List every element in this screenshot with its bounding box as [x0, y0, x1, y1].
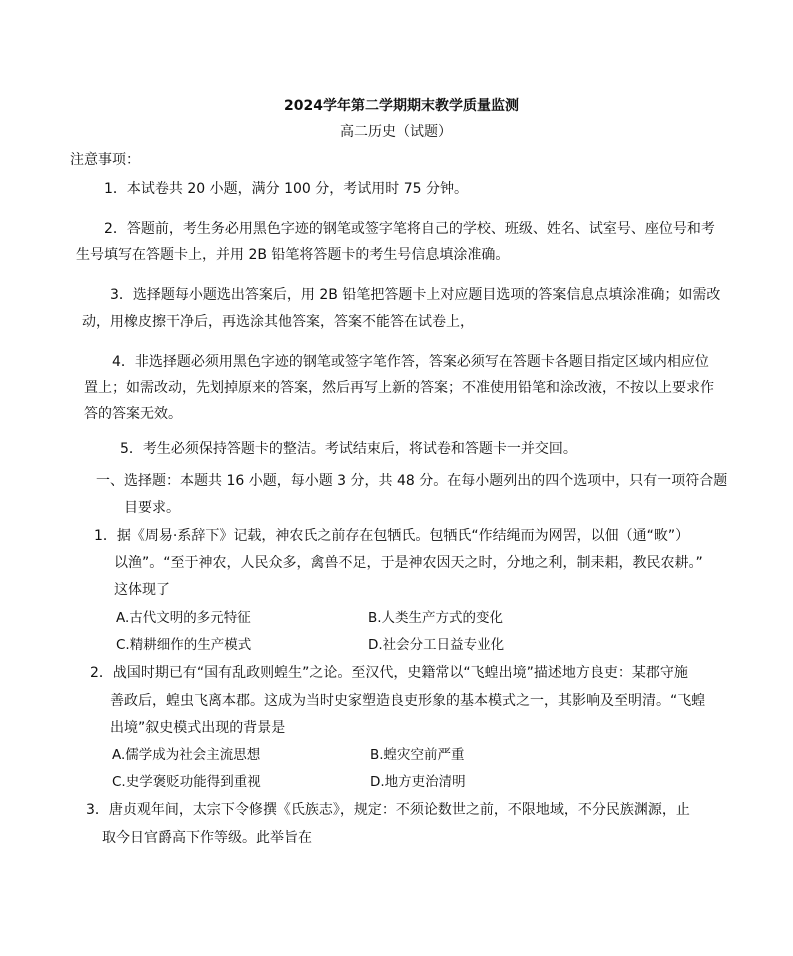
question-1-option-d: D.社会分工日益专业化	[368, 637, 505, 653]
question-1-line-2: 以渔”。“至于神农，人民众多，禽兽不足，于是神农因天之时，分地之利，制耒耜，教民农耕。”	[114, 555, 703, 571]
exam-subtitle: 高二历史（试题）	[340, 124, 452, 140]
notice-heading: 注意事项：	[70, 152, 140, 168]
section-heading-line-2: 目要求。	[124, 500, 180, 516]
notice-item-3-line-1: 3．选择题每小题选出答案后，用 2B 铅笔把答题卡上对应题目选项的答案信息点填涂准确；如需改	[110, 287, 721, 303]
question-1-option-a: A.古代文明的多元特征	[116, 610, 251, 626]
notice-item-3-line-2: 动，用橡皮擦干净后，再选涂其他答案，答案不能答在试卷上，	[82, 314, 474, 330]
question-2-option-b: B.蝗灾空前严重	[370, 747, 465, 763]
question-3-line-2: 取今日官爵高下作等级。此举旨在	[102, 830, 312, 846]
notice-item-4-line-1: 4．非选择题必须用黑色字迹的钢笔或签字笔作答，答案必须写在答题卡各题目指定区域内相应位	[112, 354, 709, 370]
section-heading-line-1: 一、选择题：本题共 16 小题，每小题 3 分，共 48 分。在每小题列出的四个选项中，只有一项符合题	[96, 473, 728, 489]
notice-item-4-line-2: 置上；如需改动，先划掉原来的答案，然后再写上新的答案；不准使用铅笔和涂改液，不按以上要求作	[84, 380, 714, 396]
question-2-line-2: 善政后，蝗虫飞离本郡。这成为当时史家塑造良吏形象的基本模式之一，其影响及至明清。“飞蝗	[110, 693, 706, 709]
question-2-line-1: 2．战国时期已有“国有乱政则蝗生”之论。至汉代，史籍常以“飞蝗出境”描述地方良吏：某郡守施	[90, 665, 688, 681]
question-2-line-3: 出境”叙史模式出现的背景是	[110, 720, 286, 736]
question-1-option-b: B.人类生产方式的变化	[368, 610, 504, 626]
question-2-option-a: A.儒学成为社会主流思想	[112, 747, 261, 763]
question-2-option-d: D.地方吏治清明	[370, 774, 466, 790]
question-1-line-3: 这体现了	[114, 582, 170, 598]
notice-item-2-line-2: 生号填写在答题卡上，并用 2B 铅笔将答题卡的考生号信息填涂准确。	[76, 247, 510, 263]
notice-item-2-line-1: 2．答题前，考生务必用黑色字迹的钢笔或签字笔将自己的学校、班级、姓名、试室号、座位号和考	[104, 221, 715, 237]
notice-item-1: 1．本试卷共 20 小题，满分 100 分，考试用时 75 分钟。	[104, 181, 468, 197]
question-1-line-1: 1．据《周易·系辞下》记载，神农氏之前存在包牺氏。包牺氏“作结绳而为网罟，以佃（通“畋”）	[94, 528, 690, 544]
question-2-option-c: C.史学褒贬功能得到重视	[112, 774, 261, 790]
question-1-option-c: C.精耕细作的生产模式	[116, 637, 252, 653]
exam-title: 2024学年第二学期期末教学质量监测	[284, 98, 519, 114]
question-3-line-1: 3．唐贞观年间，太宗下令修撰《氏族志》，规定：不须论数世之前，不限地域，不分民族渊源，止	[86, 802, 690, 818]
notice-item-4-line-3: 答的答案无效。	[84, 406, 182, 422]
notice-item-5: 5．考生必须保持答题卡的整洁。考试结束后，将试卷和答题卡一并交回。	[120, 441, 577, 457]
